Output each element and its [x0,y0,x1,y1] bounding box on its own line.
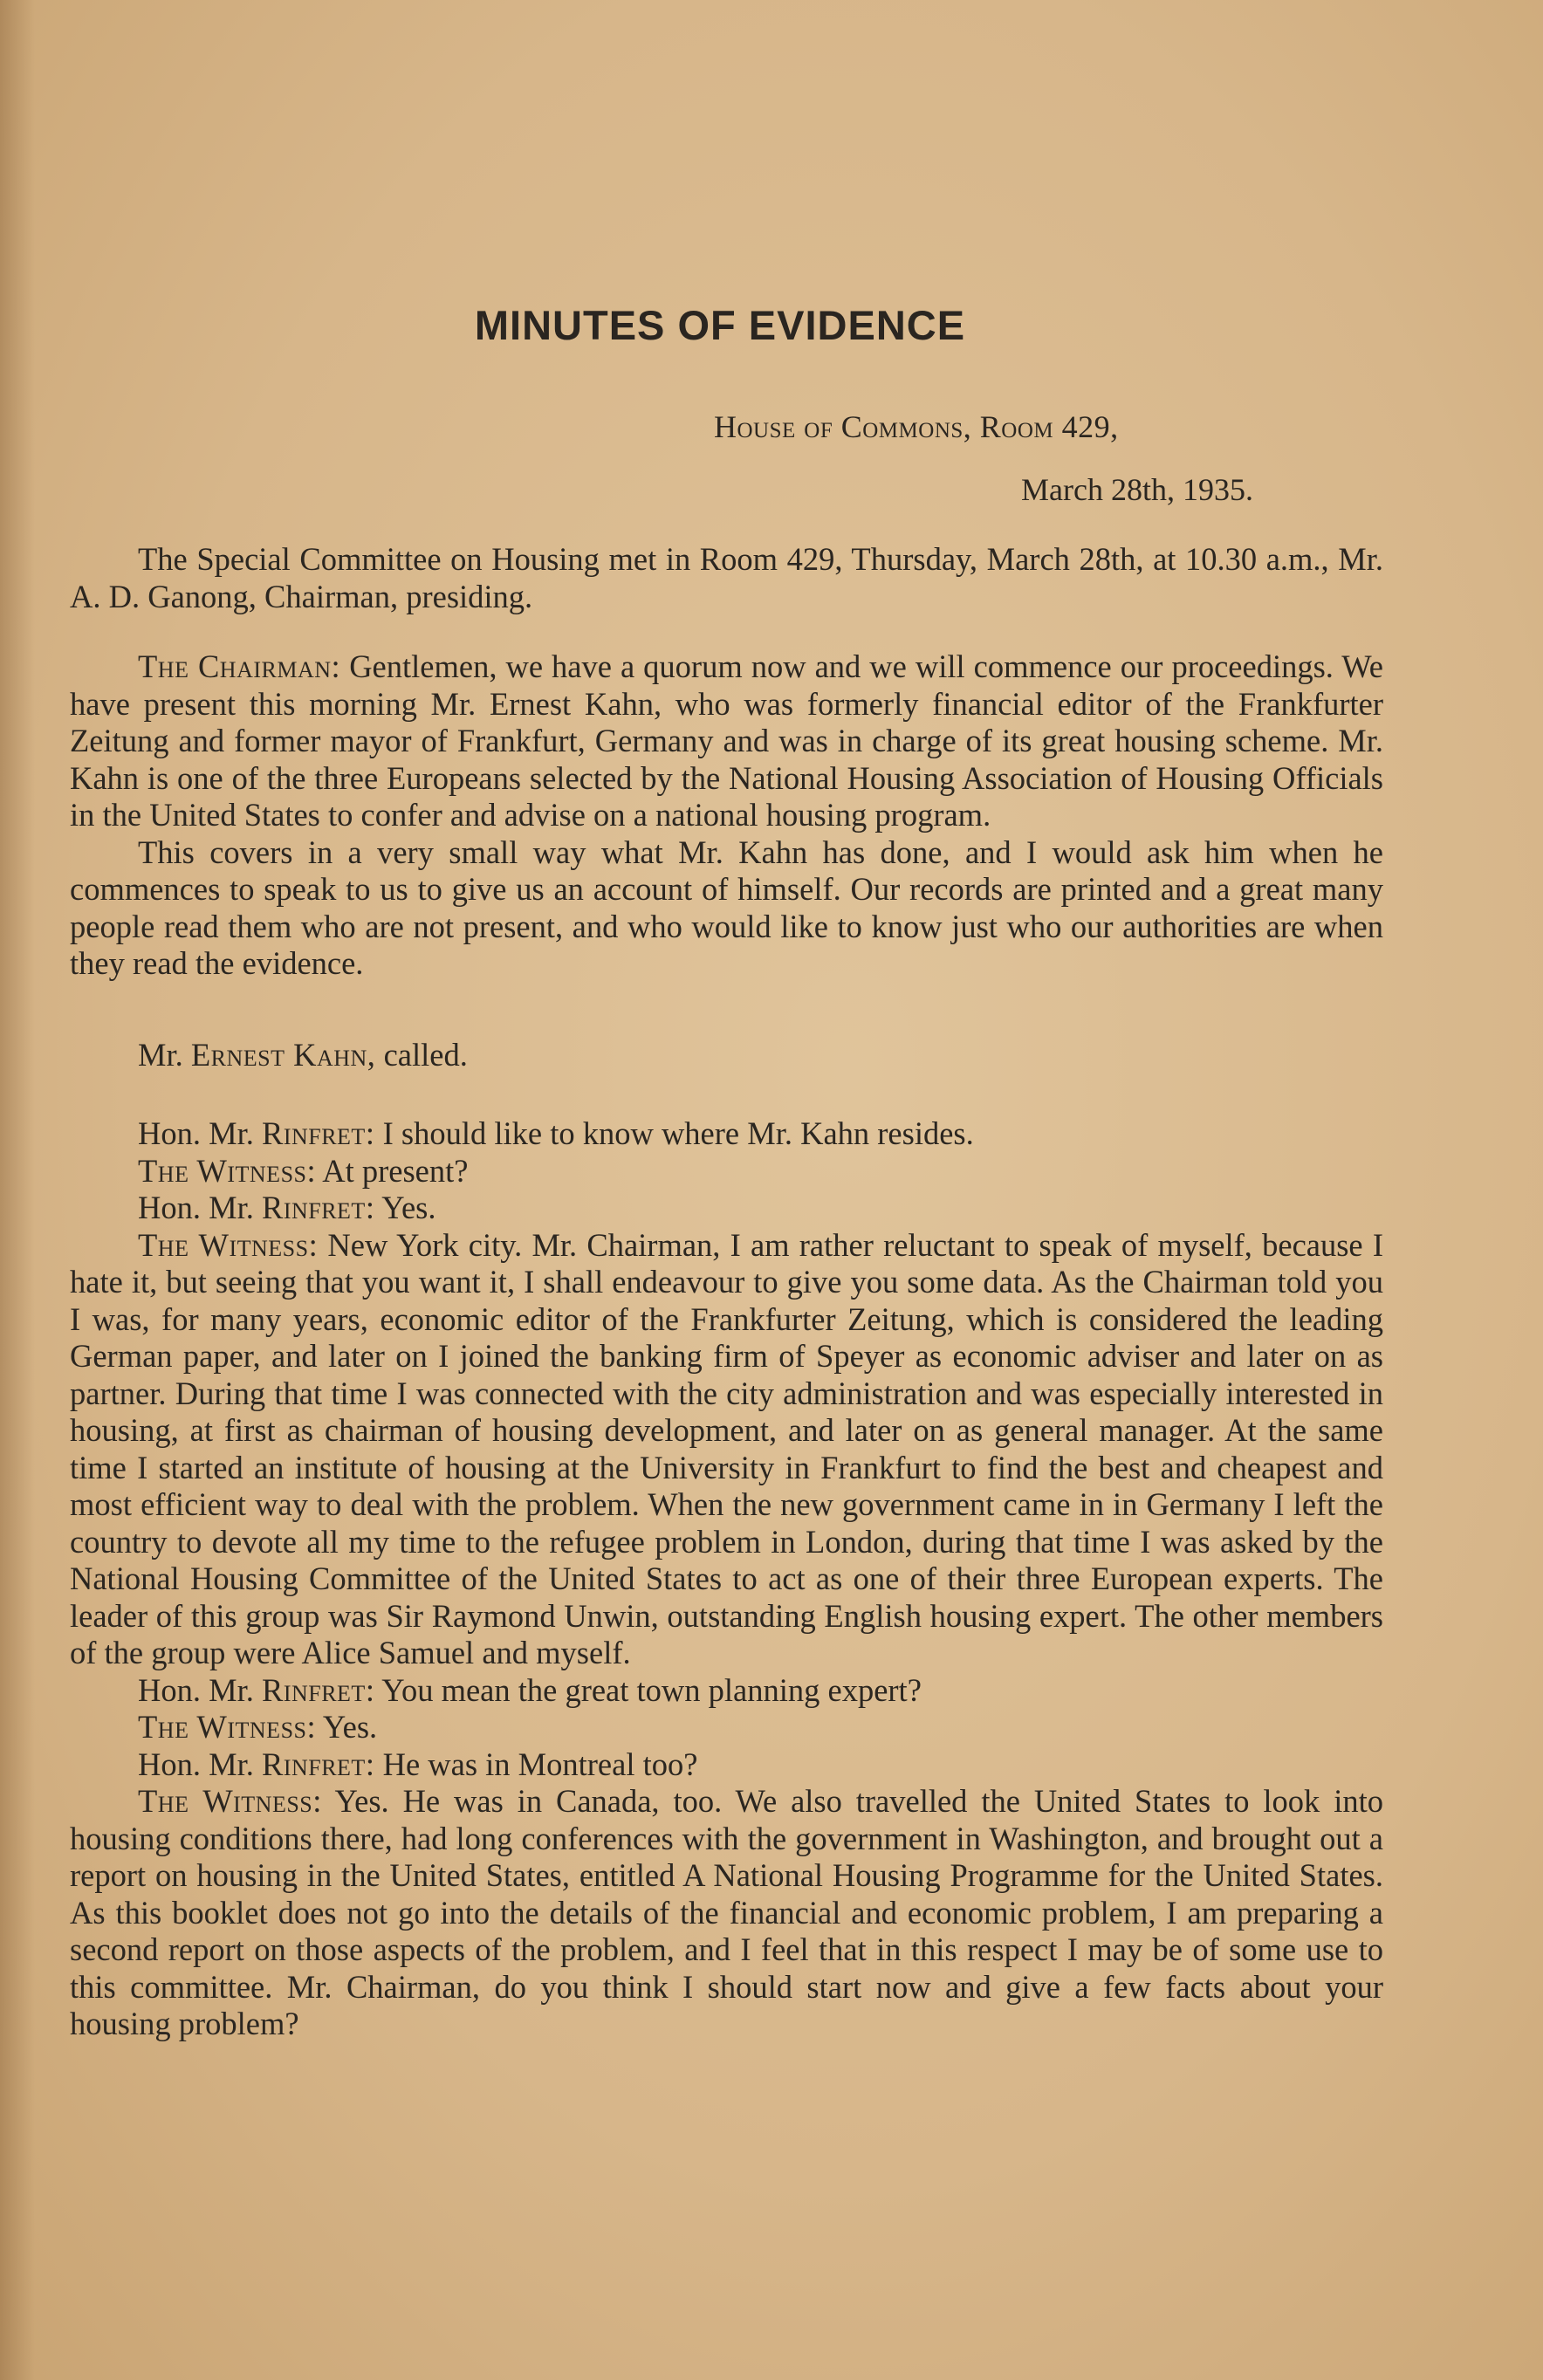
speaker-label: Rinfret: [261,1115,375,1151]
minutes-body [70,541,1383,2043]
paragraph-question: Hon. Mr. Rinfret: I should like to know where Mr. Kahn resides. [138,1115,974,1151]
paragraph-question: Hon. Mr. Rinfret: He was in Montreal too? [138,1746,698,1782]
paragraph-question: Hon. Mr. Rinfret: Yes. [138,1190,436,1225]
speaker-label: Rinfret: [261,1190,375,1225]
speaker-label: The Witness: [138,1226,319,1263]
paragraph-chairman: The Chairman: Gentlemen, we have a quorum now and we will commence our proceedings. We have present this morning Mr. Ernest Kahn, who was formerly financial editor of the Frankfurter Zeitung and former mayor of Frankfurt, Germany and was in charge of its great housing scheme. Mr. Kahn is one of the three Europeans selected by the National Housing Association of Housing Officials in the United States to confer and advise on a national housing program. [70,648,1383,833]
speaker-label: The Witness: [138,1709,317,1745]
document-title: MINUTES OF EVIDENCE [474,302,966,348]
meeting-date: March 28th, 1935. [1021,472,1253,507]
speaker-label: Rinfret: [261,1671,375,1708]
speaker-label: Rinfret: [261,1746,375,1782]
paragraph-answer: The Witness: Yes. He was in Canada, too. We also travelled the United States to look into housing conditions there, had long conferences with the government in Washington, and brought out a report on housing in the United States, entitled A National Housing Programme for the United States. As this booklet does not go into the details of the financial and economic problem, I am preparing a second report on those aspects of the problem, and I feel that in this respect I may be of some use to this committee. Mr. Chairman, do you think I should start now and give a few facts about your housing problem? [70,1783,1383,2041]
paragraph-answer: The Witness: New York city. Mr. Chairman, I am rather reluctant to speak of myself, because I hate it, but seeing that you want it, I shall endeavour to give you some data. As the Chairman told you I was, for many years, economic editor of the Frankfurter Zeitung, which is considered the leading German paper, and later on I joined the banking firm of Speyer as economic adviser and later on as partner. During that time I was connected with the city administration and was especially interested in housing, at first as chairman of housing development, and later on as general manager. At the same time I started an institute of housing at the University in Frankfurt to find the best and cheapest and most efficient way to deal with the problem. When the new government came in in Germany I left the country to devote all my time to the refugee problem in London, during that time I was asked by the National Housing Committee of the United States to act as one of their three European experts. The leader of this group was Sir Raymond Unwin, outstanding English housing expert. The other members of the group were Alice Samuel and myself. [70,1226,1383,1670]
paragraph-answer: The Witness: Yes. [138,1709,378,1745]
speaker-label: The Chairman: [138,648,341,684]
speaker-label: The Witness: [138,1783,322,1819]
meeting-place: House of Commons, Room 429, [714,409,1119,444]
witness-called: Mr. Ernest Kahn, called. [138,1036,468,1073]
paragraph-question: Hon. Mr. Rinfret: You mean the great town planning expert? [138,1671,922,1708]
paragraph-chairman-continued: This covers in a very small way what Mr. Kahn has done, and I would ask him when he commences to speak to us to give us an account of himself. Our records are printed and a great many people read them who are not present, and who would like to know just who our authorities are when they read the evidence. [70,833,1383,981]
page-edge-shadow [0,0,35,2380]
speaker-label: Ernest Kahn, [190,1036,376,1073]
speaker-label: The Witness: [138,1152,317,1189]
paragraph-opening: The Special Committee on Housing met in Room 429, Thursday, March 28th, at 10.30 a.m., Mr. A. D. Ganong, Chairman, presiding. [70,541,1383,614]
paragraph-answer: The Witness: At present? [138,1152,469,1189]
